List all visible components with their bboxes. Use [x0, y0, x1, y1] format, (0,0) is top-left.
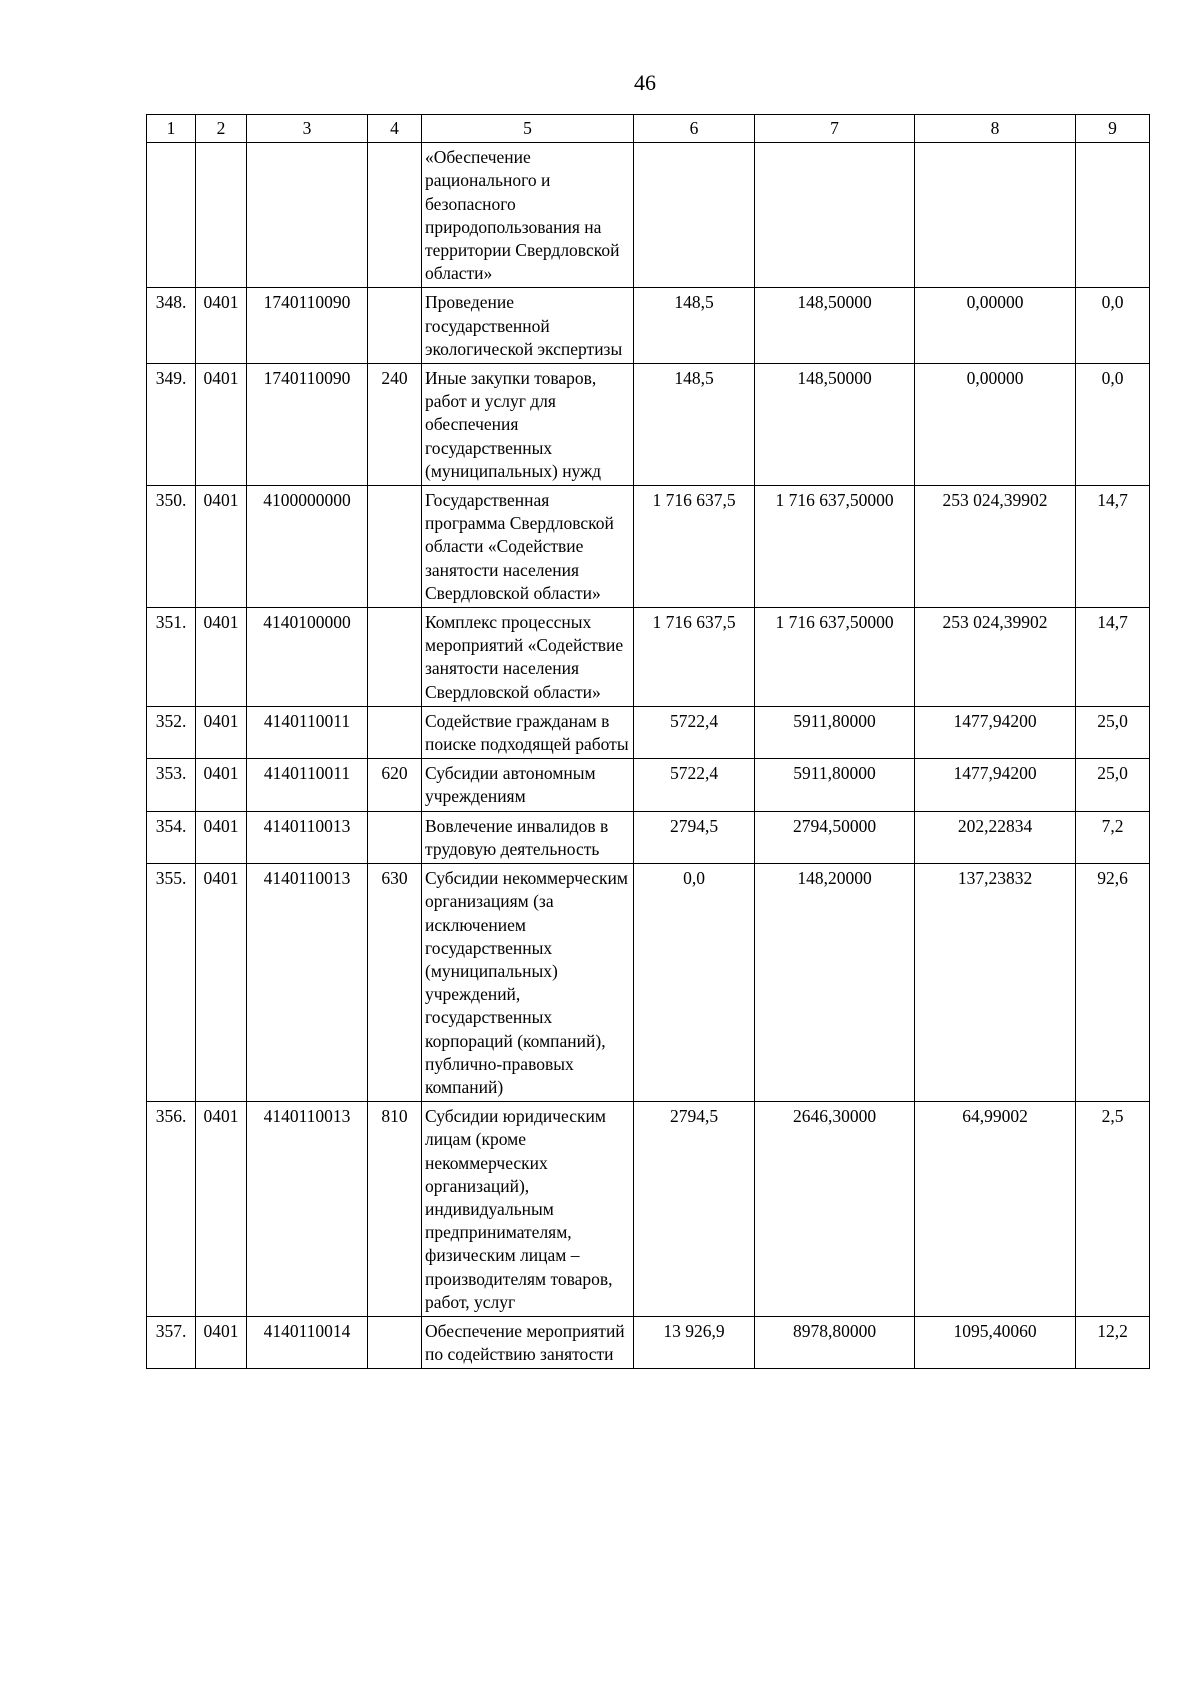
expense-type-code: [368, 288, 422, 364]
item-name: Государственная программа Свердловской области «Содействие занятости населения Свердловской области»: [422, 486, 634, 608]
value-col-9: 0,0: [1076, 288, 1150, 364]
value-col-8: 253 024,39902: [915, 486, 1076, 608]
row-number: 353.: [147, 759, 196, 811]
value-col-6: 148,5: [634, 364, 755, 486]
value-col-7: 2646,30000: [755, 1102, 915, 1317]
table-row: [147, 288, 1150, 364]
table-row: [147, 486, 1150, 608]
target-article-code: 4140110013: [247, 1102, 368, 1317]
item-name: Обеспечение мероприятий по содействию занятости: [422, 1316, 634, 1368]
value-col-7: 5911,80000: [755, 759, 915, 811]
value-col-6: 1 716 637,5: [634, 608, 755, 707]
value-col-8: 1095,40060: [915, 1316, 1076, 1368]
expense-type-code: [368, 143, 422, 288]
table-row: [147, 864, 1150, 1102]
target-article-code: 4140110013: [247, 811, 368, 863]
value-col-8: 137,23832: [915, 864, 1076, 1102]
column-header: 1: [147, 115, 196, 143]
expense-type-code: 620: [368, 759, 422, 811]
expense-type-code: 240: [368, 364, 422, 486]
value-col-6: 148,5: [634, 288, 755, 364]
section-code: 0401: [196, 608, 247, 707]
column-header: 9: [1076, 115, 1150, 143]
section-code: 0401: [196, 1316, 247, 1368]
row-number: 350.: [147, 486, 196, 608]
value-col-9: 14,7: [1076, 486, 1150, 608]
value-col-6: 5722,4: [634, 759, 755, 811]
table-row: [147, 811, 1150, 863]
row-number: 349.: [147, 364, 196, 486]
value-col-7: 5911,80000: [755, 706, 915, 758]
row-number: 354.: [147, 811, 196, 863]
item-name: Содействие гражданам в поиске подходящей работы: [422, 706, 634, 758]
item-name: «Обеспечение рационального и безопасного природопользования на территории Свердловской области»: [422, 143, 634, 288]
budget-table: [146, 114, 1150, 1369]
value-col-8: 1477,94200: [915, 759, 1076, 811]
header-row: [147, 115, 1150, 143]
value-col-8: 0,00000: [915, 364, 1076, 486]
expense-type-code: [368, 811, 422, 863]
row-number: 356.: [147, 1102, 196, 1317]
row-number: [147, 143, 196, 288]
section-code: 0401: [196, 1102, 247, 1317]
target-article-code: 4140110011: [247, 759, 368, 811]
value-col-7: 8978,80000: [755, 1316, 915, 1368]
section-code: 0401: [196, 364, 247, 486]
target-article-code: 4100000000: [247, 486, 368, 608]
target-article-code: 4140110013: [247, 864, 368, 1102]
value-col-8: [915, 143, 1076, 288]
value-col-7: [755, 143, 915, 288]
expense-type-code: [368, 1316, 422, 1368]
value-col-8: 1477,94200: [915, 706, 1076, 758]
value-col-8: 253 024,39902: [915, 608, 1076, 707]
target-article-code: 1740110090: [247, 364, 368, 486]
value-col-6: [634, 143, 755, 288]
column-header: 7: [755, 115, 915, 143]
value-col-9: 92,6: [1076, 864, 1150, 1102]
value-col-6: 0,0: [634, 864, 755, 1102]
value-col-7: 148,50000: [755, 288, 915, 364]
column-header: 8: [915, 115, 1076, 143]
section-code: 0401: [196, 706, 247, 758]
column-header: 5: [422, 115, 634, 143]
value-col-9: 7,2: [1076, 811, 1150, 863]
section-code: 0401: [196, 864, 247, 1102]
column-header: 3: [247, 115, 368, 143]
section-code: 0401: [196, 811, 247, 863]
table-row: [147, 608, 1150, 707]
column-header: 6: [634, 115, 755, 143]
value-col-8: 64,99002: [915, 1102, 1076, 1317]
target-article-code: 4140110014: [247, 1316, 368, 1368]
section-code: 0401: [196, 759, 247, 811]
item-name: Субсидии некоммерческим организациям (за исключением государственных (муниципальных) учреждений, государственных корпораций (компаний), публично-правовых компаний): [422, 864, 634, 1102]
expense-type-code: [368, 486, 422, 608]
value-col-9: 25,0: [1076, 706, 1150, 758]
value-col-7: 1 716 637,50000: [755, 608, 915, 707]
expense-type-code: 630: [368, 864, 422, 1102]
table-row: [147, 364, 1150, 486]
target-article-code: 1740110090: [247, 288, 368, 364]
row-number: 355.: [147, 864, 196, 1102]
value-col-9: 25,0: [1076, 759, 1150, 811]
value-col-6: 13 926,9: [634, 1316, 755, 1368]
table-row: [147, 1316, 1150, 1368]
page-number: 46: [634, 70, 656, 95]
value-col-6: 5722,4: [634, 706, 755, 758]
table-row: [147, 759, 1150, 811]
row-number: 348.: [147, 288, 196, 364]
value-col-9: 14,7: [1076, 608, 1150, 707]
item-name: Субсидии автономным учреждениям: [422, 759, 634, 811]
value-col-6: 1 716 637,5: [634, 486, 755, 608]
item-name: Вовлечение инвалидов в трудовую деятельность: [422, 811, 634, 863]
value-col-7: 148,50000: [755, 364, 915, 486]
item-name: Проведение государственной экологической экспертизы: [422, 288, 634, 364]
value-col-6: 2794,5: [634, 1102, 755, 1317]
expense-type-code: [368, 706, 422, 758]
value-col-8: 202,22834: [915, 811, 1076, 863]
section-code: 0401: [196, 288, 247, 364]
target-article-code: [247, 143, 368, 288]
value-col-7: 1 716 637,50000: [755, 486, 915, 608]
row-number: 352.: [147, 706, 196, 758]
target-article-code: 4140100000: [247, 608, 368, 707]
value-col-7: 2794,50000: [755, 811, 915, 863]
value-col-9: [1076, 143, 1150, 288]
column-header: 4: [368, 115, 422, 143]
table-row: [147, 143, 1150, 288]
target-article-code: 4140110011: [247, 706, 368, 758]
expense-type-code: [368, 608, 422, 707]
column-header: 2: [196, 115, 247, 143]
item-name: Иные закупки товаров, работ и услуг для обеспечения государственных (муниципальных) нужд: [422, 364, 634, 486]
row-number: 351.: [147, 608, 196, 707]
row-number: 357.: [147, 1316, 196, 1368]
value-col-7: 148,20000: [755, 864, 915, 1102]
value-col-9: 2,5: [1076, 1102, 1150, 1317]
value-col-8: 0,00000: [915, 288, 1076, 364]
section-code: [196, 143, 247, 288]
value-col-9: 0,0: [1076, 364, 1150, 486]
value-col-9: 12,2: [1076, 1316, 1150, 1368]
section-code: 0401: [196, 486, 247, 608]
table-row: [147, 1102, 1150, 1317]
item-name: Комплекс процессных мероприятий «Содействие занятости населения Свердловской области»: [422, 608, 634, 707]
table-row: [147, 706, 1150, 758]
value-col-6: 2794,5: [634, 811, 755, 863]
expense-type-code: 810: [368, 1102, 422, 1317]
item-name: Субсидии юридическим лицам (кроме некоммерческих организаций), индивидуальным предпринимателям, физическим лицам – производителям товаров, работ, услуг: [422, 1102, 634, 1317]
